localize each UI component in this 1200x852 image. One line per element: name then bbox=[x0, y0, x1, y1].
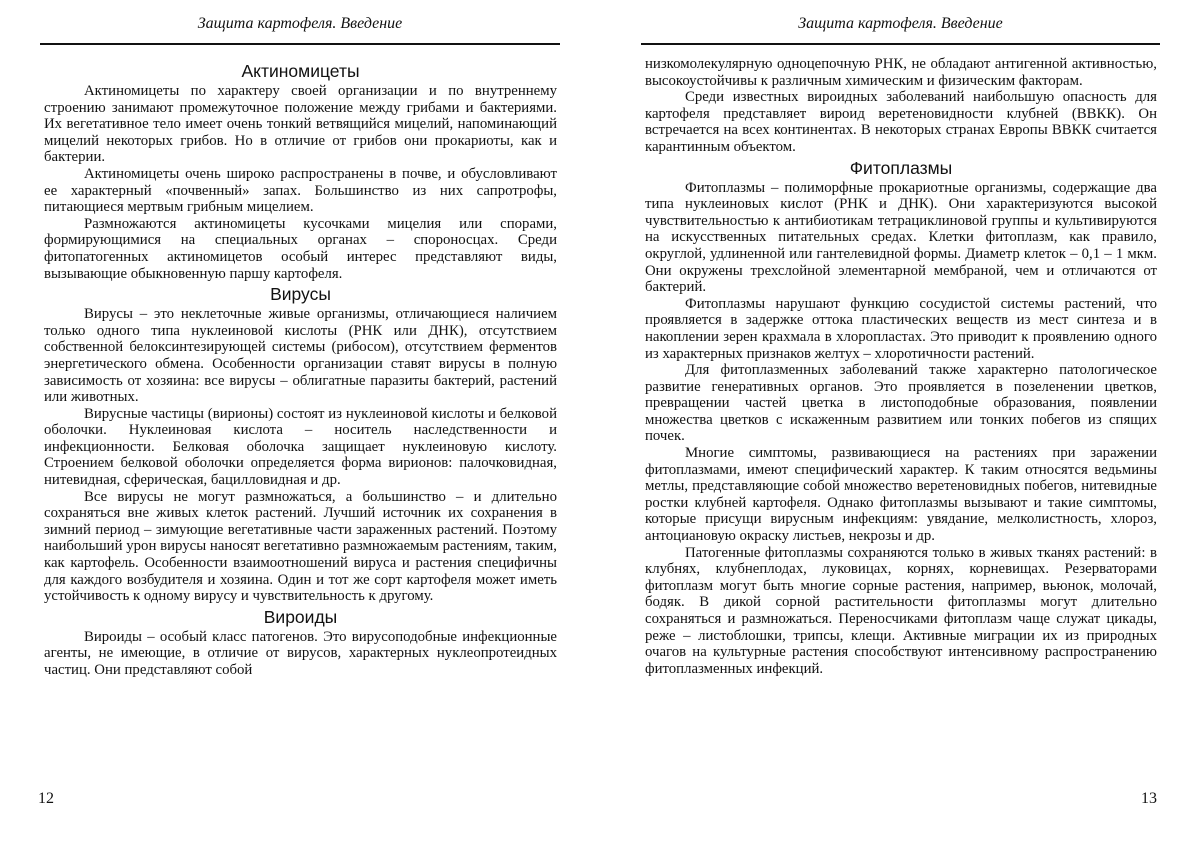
paragraph: Размножаются актиномицеты кусочками мицелия или спорами, формирующимися на специальных органах – спороносцах. Среди фитопатогенных актиномицетов особый интерес представляют виды, вызывающие обыкновенную паршу картофеля. bbox=[44, 215, 557, 282]
paragraph: Для фитоплазменных заболеваний также характерно патологическое развитие генеративных органов. Это проявляется в позеленении цветков, превращении частей цветка в листоподобные образования, появлении множества цветков с искаженным развитием или тонких побегов из спящих почек. bbox=[645, 362, 1157, 445]
paragraph: Вироиды – особый класс патогенов. Это вирусоподобные инфекционные агенты, не имеющие, в отличие от вирусов, характерных нуклеопротеидных частиц. Они представляют собой bbox=[44, 628, 557, 678]
paragraph: Актиномицеты по характеру своей организации и по внутреннему строению занимают промежуточное положение между грибами и бактериями. Их вегетативное тело имеет очень тонкий ветвящийся мицелий, напоминающий мицелий некоторых грибов. Но в отличие от грибов они прокариоты, как и бактерии. bbox=[44, 83, 557, 166]
section-heading-viroids: Вироиды bbox=[263, 606, 338, 627]
running-head: Защита картофеля. Введение bbox=[40, 0, 560, 45]
section-heading-actinomycetes: Актиномицеты bbox=[241, 61, 360, 81]
paragraph: Фитоплазмы – полиморфные прокариотные организмы, содержащие два типа нуклеиновых кислот (РНК и ДНК). Они характеризуются высокой чувствительностью к антибиотикам тетрациклиновой группы и культивируются на искусственных питательных средах. Клетки фитоплазм, как правило, округлой, удлиненной или гантелевидной формы. Диаметр клеток – 0,1 – 1 мкм. Они окружены трехслойной элементарной мембраной, чем и отличаются от бактерий. bbox=[645, 179, 1157, 296]
paragraph: Среди известных вироидных заболеваний наибольшую опасность для картофеля представляет вироид веретеновидности клубней (ВВКК). Он встречается на всех континентах. В некоторых странах Европы ВВКК считается карантинным объектом. bbox=[645, 89, 1157, 155]
paragraph: Вирусы – это неклеточные живые организмы, отличающиеся наличием только одного типа нуклеиновой кислоты (РНК или ДНК), отсутствием собственной белоксинтезирующей системы (рибосом), отсутствием ферментов энергетического обмена. Особенности организации ставят вирусы в полную зависимость от хозяина: все вирусы – облигатные паразиты бактерий, растений или животных. bbox=[44, 306, 557, 406]
page-number: 13 bbox=[1141, 790, 1157, 807]
paragraph: Актиномицеты очень широко распространены в почве, и обусловливают ее характерный «почвенный» запах. Большинство из них сапротрофы, питающиеся мертвым грибным мицелием. bbox=[44, 165, 557, 216]
page-body bbox=[641, 45, 1160, 677]
left-page bbox=[40, 0, 560, 852]
section-heading-viruses: Вирусы bbox=[270, 284, 331, 305]
page-body bbox=[40, 45, 560, 679]
running-head: Защита картофеля. Введение bbox=[641, 0, 1160, 45]
paragraph: Многие симптомы, развивающиеся на растениях при заражении фитоплазмами, имеют специфический характер. К таким относятся ведьмины метлы, представляющие собой множество веретеновидных побегов, нитевидные ростки клубней картофеля. Однако фитоплазмы вызывают и такие симптомы, которые присущи вирусным инфекциям: увядание, мелколистность, хлороз, антоциановую окраску листьев, некрозы и др. bbox=[645, 445, 1157, 545]
paragraph: Фитоплазмы нарушают функцию сосудистой системы растений, что проявляется в задержке оттока пластических веществ из мест синтеза и в накоплении зерен крахмала в хлоропластах. Это приводит к проявлению одного из характерных признаков желтух – хлоротичности растений. bbox=[645, 295, 1157, 362]
paragraph: Вирусные частицы (вирионы) состоят из нуклеиновой кислоты и белковой оболочки. Нуклеиновая кислота – носитель наследственности и инфекционности. Белковая оболочка защищает нуклеиновую кислоту. Строением белковой оболочки определяется форма вирионов: палочковидная, нитевидная, сферическая, бацилловидная и др. bbox=[44, 405, 557, 489]
paragraph: Патогенные фитоплазмы сохраняются только в живых тканях растений: в клубнях, клубнеплодах, луковицах, корнях, корневищах. Резерваторами фитоплазм могут быть многие сорные растения, например, вьюнок, молочай, бодяк. В дикой сорной растительности фитоплазмы могут длительно сохраняться и размножаться. Переносчиками фитоплазм чаще служат цикады, реже – листоблошки, трипсы, клещи. Активные миграции их из природных очагов на культурные растения способствуют интенсивному распространению фитоплазменных инфекций. bbox=[645, 544, 1157, 677]
right-page bbox=[641, 0, 1160, 852]
paragraph: Все вирусы не могут размножаться, а большинство – и длительно сохраняться вне живых клеток растений. Лучший источник их сохранения в зимний период – зимующие вегетативные части зараженных растений. Поэтому наибольший урон вирусы наносят вегетативно размножаемым растениям, таким, как картофель. Особенности взаимоотношений вируса и растения специфичны для каждого возбудителя и хозяина. Один и тот же сорт картофеля может иметь устойчивость к одному вирусу и чувствительность к другому. bbox=[44, 488, 557, 605]
paragraph-continuation: низкомолекулярную одноцепочную РНК, не обладают антигенной активностью, высокоустойчивы к различным химическим и физическим факторам. bbox=[645, 56, 1157, 89]
page-number: 12 bbox=[38, 790, 54, 807]
section-heading-phytoplasmas: Фитоплазмы bbox=[849, 157, 953, 178]
